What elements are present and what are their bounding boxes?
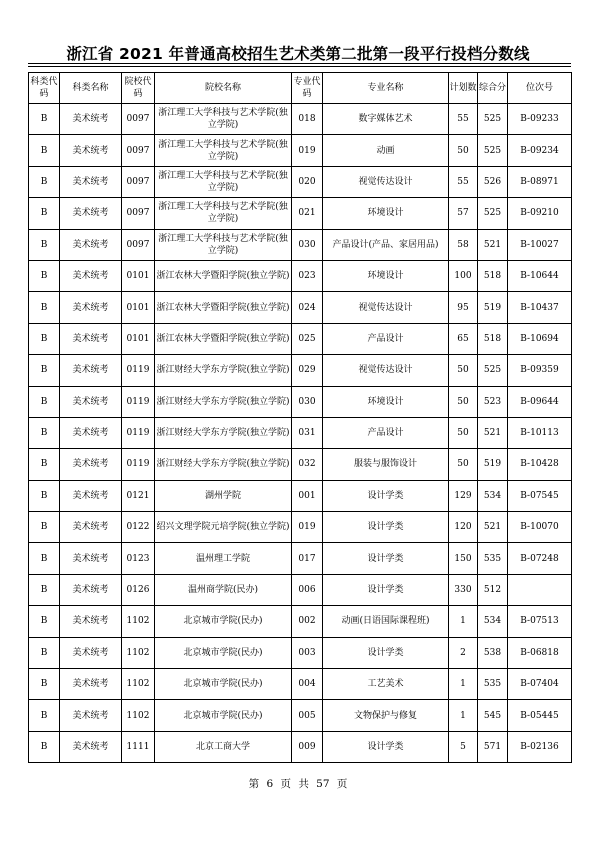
composite-score-cell: 545 [478,700,508,731]
composite-score-cell: 525 [478,104,508,135]
table-row [29,166,572,197]
table-row [29,637,572,668]
category-name-cell: 美术统考 [60,731,122,762]
major-code-cell: 030 [292,229,323,260]
table-row [29,260,572,291]
table-row [29,198,572,229]
major-code-cell: 003 [292,637,323,668]
category-name-cell: 美术统考 [60,417,122,448]
composite-score-cell: 525 [478,355,508,386]
school-name-cell: 浙江理工大学科技与艺术学院(独立学院) [155,229,292,260]
school-code-cell: 1111 [122,731,155,762]
composite-score-cell: 518 [478,323,508,354]
school-code-cell: 1102 [122,700,155,731]
score-table [28,72,572,763]
major-name-cell: 工艺美术 [323,669,449,700]
major-code-cell: 002 [292,606,323,637]
plan-count-cell: 1 [449,669,478,700]
rank-cell: B-02136 [508,731,572,762]
plan-count-cell: 50 [449,417,478,448]
plan-count-cell: 1 [449,606,478,637]
category-name-cell: 美术统考 [60,606,122,637]
table-row [29,229,572,260]
rank-cell: B-07545 [508,480,572,511]
major-code-cell: 001 [292,480,323,511]
school-name-cell: 湖州学院 [155,480,292,511]
major-code-cell: 019 [292,512,323,543]
school-name-cell: 北京城市学院(民办) [155,637,292,668]
major-name-cell: 设计学类 [323,543,449,574]
header-composite-score: 综合分 [478,73,508,104]
category-code-cell: B [29,669,60,700]
major-code-cell: 006 [292,574,323,605]
rank-cell: B-08971 [508,166,572,197]
plan-count-cell: 330 [449,574,478,605]
category-code-cell: B [29,606,60,637]
composite-score-cell: 534 [478,606,508,637]
title-rule-thin [28,66,571,67]
school-code-cell: 1102 [122,606,155,637]
category-code-cell: B [29,637,60,668]
major-code-cell: 031 [292,417,323,448]
rank-cell: B-09644 [508,386,572,417]
category-name-cell: 美术统考 [60,355,122,386]
header-category-code: 科类代码 [29,73,60,104]
table-row [29,574,572,605]
rank-cell: B-07248 [508,543,572,574]
header-major-name: 专业名称 [323,73,449,104]
major-code-cell: 021 [292,198,323,229]
school-name-cell: 浙江财经大学东方学院(独立学院) [155,386,292,417]
major-name-cell: 视觉传达设计 [323,292,449,323]
major-code-cell: 020 [292,166,323,197]
major-name-cell: 视觉传达设计 [323,355,449,386]
major-code-cell: 030 [292,386,323,417]
major-name-cell: 环境设计 [323,198,449,229]
rank-cell: B-10428 [508,449,572,480]
school-name-cell: 北京城市学院(民办) [155,669,292,700]
school-name-cell: 浙江财经大学东方学院(独立学院) [155,417,292,448]
category-code-cell: B [29,323,60,354]
school-code-cell: 0097 [122,229,155,260]
category-code-cell: B [29,700,60,731]
school-code-cell: 0119 [122,355,155,386]
major-code-cell: 024 [292,292,323,323]
category-name-cell: 美术统考 [60,669,122,700]
composite-score-cell: 518 [478,260,508,291]
school-code-cell: 1102 [122,637,155,668]
composite-score-cell: 526 [478,166,508,197]
category-code-cell: B [29,480,60,511]
major-name-cell: 动画 [323,135,449,166]
major-name-cell: 环境设计 [323,260,449,291]
major-code-cell: 018 [292,104,323,135]
rank-cell: B-09359 [508,355,572,386]
header-rank: 位次号 [508,73,572,104]
school-name-cell: 浙江财经大学东方学院(独立学院) [155,355,292,386]
category-code-cell: B [29,574,60,605]
category-name-cell: 美术统考 [60,323,122,354]
school-code-cell: 1102 [122,669,155,700]
major-code-cell: 004 [292,669,323,700]
major-name-cell: 产品设计 [323,417,449,448]
table-row [29,543,572,574]
rank-cell: B-07404 [508,669,572,700]
school-name-cell: 浙江理工大学科技与艺术学院(独立学院) [155,166,292,197]
rank-cell: B-07513 [508,606,572,637]
table-row [29,386,572,417]
plan-count-cell: 57 [449,198,478,229]
table-row [29,731,572,762]
category-name-cell: 美术统考 [60,166,122,197]
major-code-cell: 009 [292,731,323,762]
plan-count-cell: 129 [449,480,478,511]
table-row [29,323,572,354]
composite-score-cell: 512 [478,574,508,605]
composite-score-cell: 519 [478,449,508,480]
category-name-cell: 美术统考 [60,512,122,543]
category-code-cell: B [29,166,60,197]
major-name-cell: 设计学类 [323,574,449,605]
rank-cell: B-10070 [508,512,572,543]
major-name-cell: 产品设计(产品、家居用品) [323,229,449,260]
header-school-name: 院校名称 [155,73,292,104]
plan-count-cell: 58 [449,229,478,260]
school-code-cell: 0119 [122,449,155,480]
category-name-cell: 美术统考 [60,700,122,731]
school-code-cell: 0097 [122,166,155,197]
major-name-cell: 动画(日语国际课程班) [323,606,449,637]
rank-cell: B-05445 [508,700,572,731]
category-name-cell: 美术统考 [60,637,122,668]
category-code-cell: B [29,386,60,417]
category-code-cell: B [29,292,60,323]
table-row [29,700,572,731]
school-name-cell: 浙江农林大学暨阳学院(独立学院) [155,260,292,291]
composite-score-cell: 535 [478,669,508,700]
plan-count-cell: 100 [449,260,478,291]
category-code-cell: B [29,260,60,291]
major-code-cell: 017 [292,543,323,574]
category-name-cell: 美术统考 [60,229,122,260]
category-name-cell: 美术统考 [60,104,122,135]
table-row [29,449,572,480]
category-code-cell: B [29,229,60,260]
category-name-cell: 美术统考 [60,449,122,480]
header-school-code: 院校代码 [122,73,155,104]
school-name-cell: 温州商学院(民办) [155,574,292,605]
major-code-cell: 019 [292,135,323,166]
school-name-cell: 北京城市学院(民办) [155,606,292,637]
category-code-cell: B [29,417,60,448]
plan-count-cell: 150 [449,543,478,574]
plan-count-cell: 55 [449,104,478,135]
rank-cell: B-09234 [508,135,572,166]
school-name-cell: 浙江财经大学东方学院(独立学院) [155,449,292,480]
rank-cell: B-09233 [508,104,572,135]
plan-count-cell: 2 [449,637,478,668]
major-code-cell: 005 [292,700,323,731]
school-name-cell: 绍兴文理学院元培学院(独立学院) [155,512,292,543]
major-name-cell: 产品设计 [323,323,449,354]
major-name-cell: 服装与服饰设计 [323,449,449,480]
category-name-cell: 美术统考 [60,386,122,417]
plan-count-cell: 55 [449,166,478,197]
table-row [29,417,572,448]
category-code-cell: B [29,135,60,166]
major-name-cell: 文物保护与修复 [323,700,449,731]
school-code-cell: 0119 [122,417,155,448]
table-header-row [29,73,572,104]
school-name-cell: 浙江农林大学暨阳学院(独立学院) [155,292,292,323]
school-name-cell: 浙江理工大学科技与艺术学院(独立学院) [155,198,292,229]
category-name-cell: 美术统考 [60,574,122,605]
table-row [29,512,572,543]
rank-cell: B-09210 [508,198,572,229]
school-code-cell: 0126 [122,574,155,605]
plan-count-cell: 50 [449,449,478,480]
rank-cell: B-06818 [508,637,572,668]
composite-score-cell: 519 [478,292,508,323]
header-major-code: 专业代码 [292,73,323,104]
table-row [29,606,572,637]
composite-score-cell: 525 [478,135,508,166]
table-body [29,104,572,763]
composite-score-cell: 538 [478,637,508,668]
plan-count-cell: 50 [449,135,478,166]
header-plan-count: 计划数 [449,73,478,104]
school-name-cell: 浙江农林大学暨阳学院(独立学院) [155,323,292,354]
school-code-cell: 0097 [122,104,155,135]
header-category-name: 科类名称 [60,73,122,104]
plan-count-cell: 95 [449,292,478,323]
category-code-cell: B [29,543,60,574]
rank-cell: B-10027 [508,229,572,260]
category-code-cell: B [29,449,60,480]
category-name-cell: 美术统考 [60,543,122,574]
rank-cell: B-10644 [508,260,572,291]
plan-count-cell: 50 [449,355,478,386]
category-name-cell: 美术统考 [60,135,122,166]
major-code-cell: 032 [292,449,323,480]
composite-score-cell: 534 [478,480,508,511]
composite-score-cell: 523 [478,386,508,417]
school-name-cell: 浙江理工大学科技与艺术学院(独立学院) [155,104,292,135]
school-code-cell: 0097 [122,198,155,229]
rank-cell: B-10694 [508,323,572,354]
major-name-cell: 环境设计 [323,386,449,417]
major-name-cell: 设计学类 [323,637,449,668]
major-name-cell: 设计学类 [323,480,449,511]
category-code-cell: B [29,731,60,762]
rank-cell: B-10437 [508,292,572,323]
major-code-cell: 025 [292,323,323,354]
page-title: 浙江省 2021 年普通高校招生艺术类第二批第一段平行投档分数线 [66,45,530,63]
school-name-cell: 北京城市学院(民办) [155,700,292,731]
major-name-cell: 数字媒体艺术 [323,104,449,135]
school-code-cell: 0101 [122,323,155,354]
table-row [29,669,572,700]
school-code-cell: 0101 [122,292,155,323]
major-name-cell: 设计学类 [323,731,449,762]
table-row [29,292,572,323]
category-code-cell: B [29,355,60,386]
table-row [29,135,572,166]
school-name-cell: 温州理工学院 [155,543,292,574]
category-name-cell: 美术统考 [60,198,122,229]
table-row [29,104,572,135]
table-row [29,480,572,511]
rank-cell: B-10113 [508,417,572,448]
major-code-cell: 029 [292,355,323,386]
major-code-cell: 023 [292,260,323,291]
category-name-cell: 美术统考 [60,260,122,291]
composite-score-cell: 535 [478,543,508,574]
plan-count-cell: 1 [449,700,478,731]
page-footer: 第 6 页 共 57 页 [248,778,348,790]
school-code-cell: 0119 [122,386,155,417]
table-row [29,355,572,386]
category-name-cell: 美术统考 [60,480,122,511]
major-name-cell: 视觉传达设计 [323,166,449,197]
composite-score-cell: 521 [478,229,508,260]
rank-cell [508,574,572,605]
plan-count-cell: 65 [449,323,478,354]
school-name-cell: 北京工商大学 [155,731,292,762]
school-code-cell: 0122 [122,512,155,543]
school-code-cell: 0123 [122,543,155,574]
major-name-cell: 设计学类 [323,512,449,543]
school-name-cell: 浙江理工大学科技与艺术学院(独立学院) [155,135,292,166]
composite-score-cell: 525 [478,198,508,229]
composite-score-cell: 521 [478,417,508,448]
school-code-cell: 0097 [122,135,155,166]
category-code-cell: B [29,104,60,135]
category-code-cell: B [29,512,60,543]
plan-count-cell: 5 [449,731,478,762]
plan-count-cell: 50 [449,386,478,417]
composite-score-cell: 521 [478,512,508,543]
title-rule-thick [28,63,571,64]
plan-count-cell: 120 [449,512,478,543]
school-code-cell: 0121 [122,480,155,511]
composite-score-cell: 571 [478,731,508,762]
category-name-cell: 美术统考 [60,292,122,323]
category-code-cell: B [29,198,60,229]
school-code-cell: 0101 [122,260,155,291]
